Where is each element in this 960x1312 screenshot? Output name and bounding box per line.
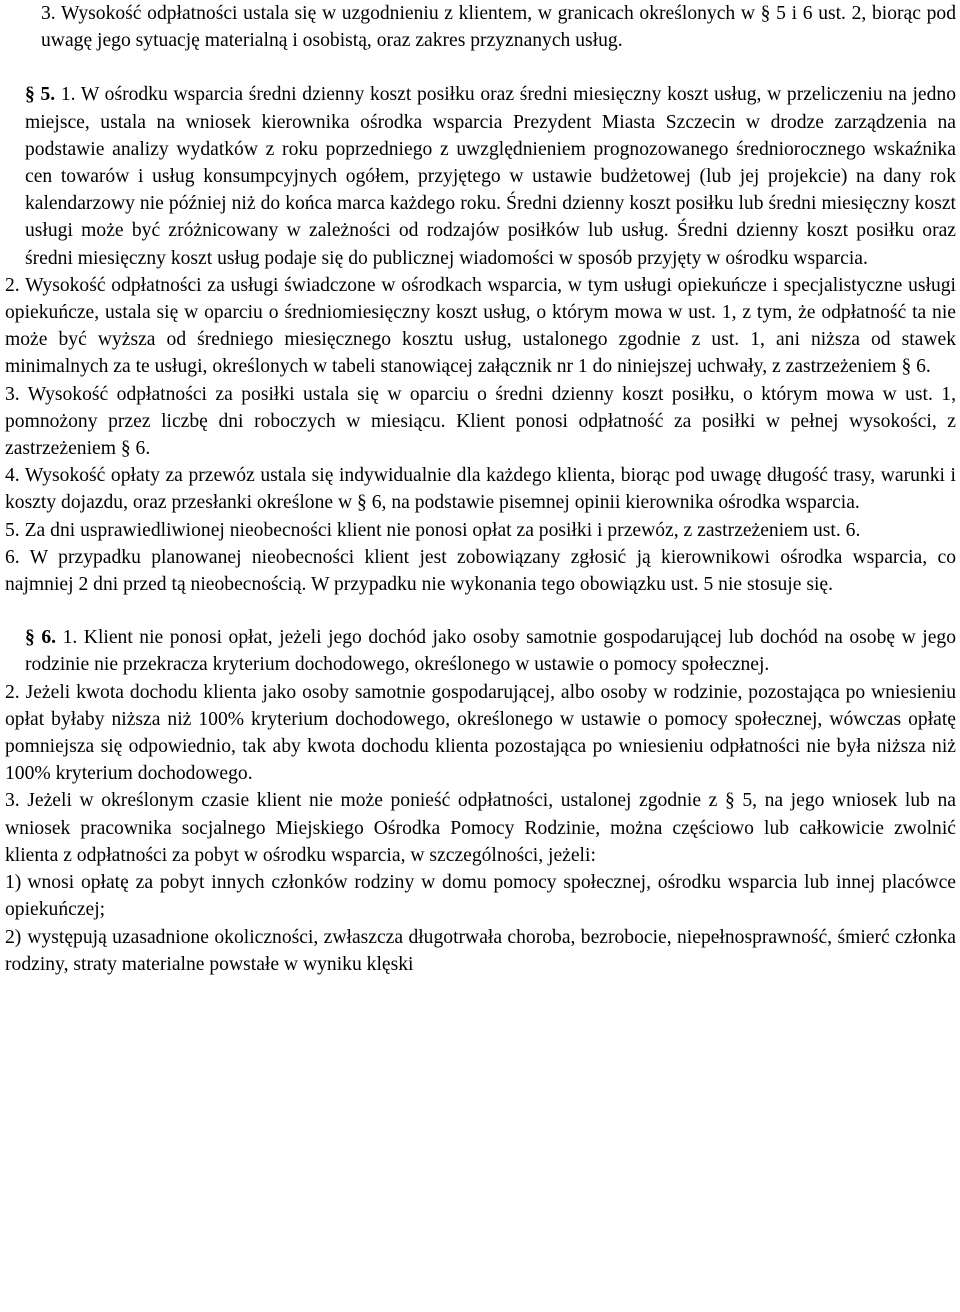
section-6-ust1: [5, 624, 956, 678]
paragraph-number: 3.: [41, 3, 56, 24]
paragraph-number: 1.: [60, 84, 76, 106]
paragraph-s5-ust2: 2. Wysokość odpłatności za usługi świadczone w ośrodkach wsparcia, w tym usługi opiekuńcze i specjalistyczne usługi opiekuńcze, ustala się w oparciu o średniomiesięczny koszt usług, o którym mowa w ust. 1, z tym, że odpłatność ta nie może być wyższa od średniego miesięcznego kosztu usług, ustalonego zgodnie z ust. 1, ani niższa od stawek minimalnych za te usługi, określonych w tabeli stanowiącej załącznik nr 1 do niniejszej uchwały, z zastrzeżeniem § 6.: [5, 274, 956, 378]
paragraph-text: W ośrodku wsparcia średni dzienny koszt posiłku oraz średni miesięczny koszt usług, w przeliczeniu na jedno miejsce, ustala na wniosek kierownika ośrodka wsparcia Prezydent Miasta Szczecin w drodze zarządzenia na podstawie analizy wydatków z roku poprzedniego z uwzględnieniem prognozowanego średniorocznego wskaźnika cen towarów i usług konsumpcyjnych ogółem, przyjętego w ustawie budżetowej (lub jej projekcie) na dany rok kalendarzowy nie później niż do końca marca każdego roku. Średni dzienny koszt posiłku lub średni miesięczny koszt usługi może być zróżnicowany w zależności od rodzajów posiłków lub usług. Średni dzienny koszt posiłku oraz średni miesięczny koszt usług podaje się do publicznej wiadomości w sposób przyjęty w ośrodku wsparcia.: [25, 84, 956, 269]
list-item-1: [5, 869, 956, 923]
list-item-number: 1): [5, 872, 22, 894]
paragraph-s5-ust4: 4. Wysokość opłaty za przewóz ustala się indywidualnie dla każdego klienta, biorąc pod uwagę długość trasy, warunki i koszty dojazdu, oraz przesłanki określone w § 6, na podstawie pisemnej opinii kierownika ośrodka wsparcia.: [5, 465, 956, 514]
paragraph-number: 1.: [62, 627, 78, 649]
paragraph-text: Klient nie ponosi opłat, jeżeli jego dochód jako osoby samotnie gospodarującej lub dochód na osobę w jego rodzinie nie przekracza kryterium dochodowego, określonego w ustawie o pomocy społecznej.: [25, 627, 956, 676]
list-item-text: występują uzasadnione okoliczności, zwłaszcza długotrwała choroba, bezrobocie, niepełnosprawność, śmierć członka rodziny, straty materialne powstałe w wyniku klęski: [5, 926, 956, 975]
paragraph-text: Wysokość odpłatności ustala się w uzgodnieniu z klientem, w granicach określonych w § 5 i 6 ust. 2, biorąc pod uwagę jego sytuację materialną i osobistą, oraz zakres przyznanych usług.: [41, 3, 957, 52]
paragraph-s5-ust3: 3. Wysokość odpłatności za posiłki ustala się w oparciu o średni dzienny koszt posiłku, o którym mowa w ust. 1, pomnożony przez liczbę dni roboczych w miesiącu. Klient ponosi odpłatność za posiłki w pełnej wysokości, z zastrzeżeniem § 6.: [5, 383, 956, 460]
paragraph-s5-ust6: 6. W przypadku planowanej nieobecności klient jest zobowiązany zgłosić ją kierownikowi ośrodka wsparcia, co najmniej 2 dni przed tą nieobecnością. W przypadku nie wykonania tego obowiązku ust. 5 nie stosuje się.: [5, 546, 956, 596]
paragraph-s6-ust3: 3. Jeżeli w określonym czasie klient nie może ponieść odpłatności, ustalonej zgodnie z § 5, na jego wniosek lub na wniosek pracownika socjalnego Miejskiego Ośrodka Pomocy Rodzinie, można częściowo lub całkowicie zwolnić klienta z odpłatności za pobyt w ośrodku wsparcia, w szczególności, jeżeli:: [5, 790, 956, 866]
section-number: § 5.: [25, 84, 56, 106]
paragraph-s5-ust3-prev: [5, 0, 956, 54]
list-item-number: 2): [5, 926, 22, 948]
section-5-ust1: [5, 81, 956, 271]
paragraph-s6-ust2: 2. Jeżeli kwota dochodu klienta jako osoby samotnie gospodarującej, albo osoby w rodzinie, pozostająca po wniesieniu opłat byłaby niższa niż 100% kryterium dochodowego, określonego w ustawie o pomocy społecznej, wówczas opłatę pomniejsza się odpowiednio, tak aby kwota dochodu klienta pozostająca po wniesieniu odpłatności nie była niższa niż 100% kryterium dochodowego.: [5, 681, 956, 785]
paragraph-s5-ust5: 5. Za dni usprawiedliwionej nieobecności klient nie ponosi opłat za posiłki i przewóz, z zastrzeżeniem ust. 6.: [5, 519, 861, 541]
section-number: § 6.: [25, 627, 57, 649]
list-item-text: wnosi opłatę za pobyt innych członków rodziny w domu pomocy społecznej, ośrodku wsparcia lub innej placówce opiekuńczej;: [5, 872, 956, 921]
list-item-2: [5, 924, 956, 978]
